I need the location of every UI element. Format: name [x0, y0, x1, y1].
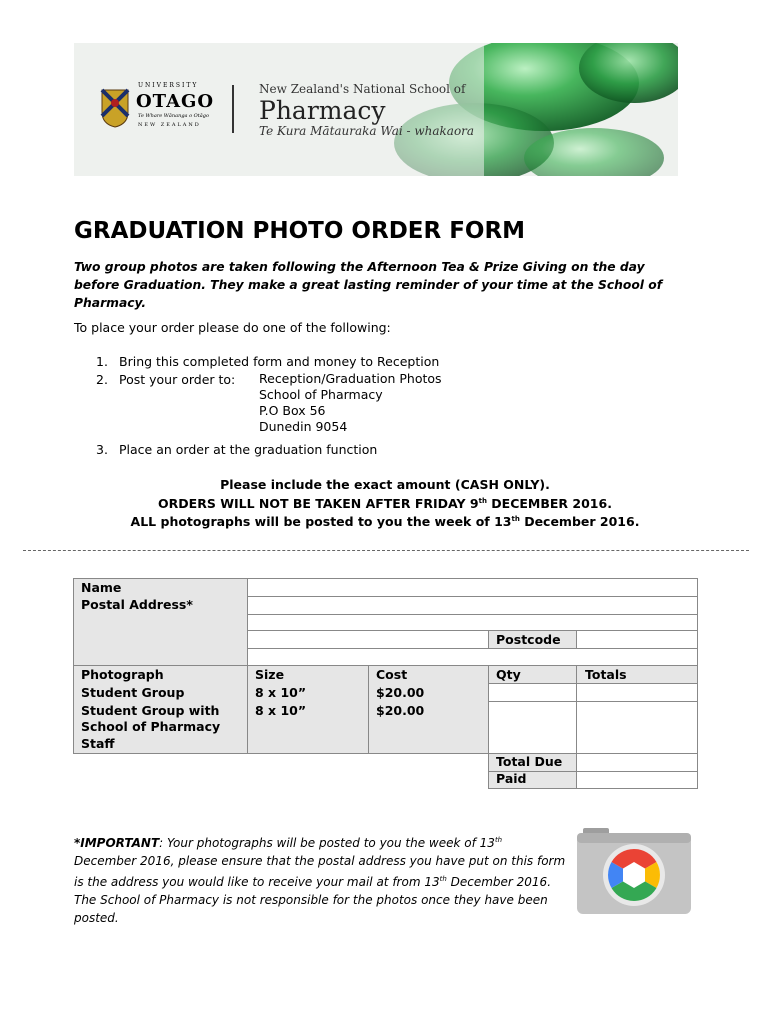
postcode-label: Postcode: [496, 632, 561, 647]
paid-label: Paid: [496, 771, 527, 786]
address-line: School of Pharmacy: [259, 387, 383, 402]
name-label: Name: [81, 580, 122, 595]
school-name: Pharmacy: [259, 96, 386, 125]
address-line: Dunedin 9054: [259, 419, 348, 434]
paid-field[interactable]: [576, 771, 698, 789]
posting-text-end: December 2016.: [519, 514, 640, 529]
total-due-field[interactable]: [576, 753, 698, 772]
cut-line: [23, 550, 749, 551]
camera-app-icon[interactable]: [577, 828, 691, 914]
totals-header: Totals: [585, 667, 627, 682]
important-text-2: December 2016, please ensure that the postal address you have put on this form is the address you would like to receive your mail at from 13: [74, 854, 566, 889]
intro-text: Two group photos are taken following the Afternoon Tea & Prize Giving on the day before Graduation. They make a great lasting reminder of your time at the School of Pharmacy.: [74, 260, 663, 310]
postal-address-block: [259, 371, 442, 435]
school-maori-name: Te Kura Mātauraka Wai - whakaora: [259, 124, 475, 138]
posting-sup: th: [511, 514, 520, 523]
posting-text: ALL photographs will be posted to you the week of 13: [130, 514, 512, 529]
deadline-sup: th: [478, 496, 487, 505]
postal-address-label: Postal Address*: [81, 597, 193, 612]
postcode-field[interactable]: [576, 630, 698, 649]
important-label: *IMPORTANT: [74, 836, 160, 850]
photograph-header: Photograph: [81, 667, 164, 682]
university-motto: Te Whare Wānanga o Otāgo: [138, 113, 209, 119]
step-3: [96, 441, 378, 458]
step-text: Post your order to:: [119, 372, 236, 387]
step-2: [96, 371, 236, 388]
row-2-photograph-line-2: School of Pharmacy: [81, 719, 221, 734]
size-header: Size: [255, 667, 285, 682]
name-field[interactable]: [247, 578, 698, 597]
address-field-line-4[interactable]: [247, 648, 698, 666]
step-text: Bring this completed form and money to Reception: [119, 354, 440, 369]
row-2-size: 8 x 10”: [255, 703, 307, 718]
important-text-3: December 2016. The School of Pharmacy is not responsible for the photos once they have been posted.: [74, 875, 552, 925]
qty-header: Qty: [496, 667, 521, 682]
important-note: [74, 831, 568, 927]
university-top-label: UNIVERSITY: [138, 82, 199, 89]
step-number: 2.: [96, 372, 108, 387]
important-sup-2: th: [439, 875, 447, 883]
row-1-qty-field[interactable]: [488, 683, 577, 702]
address-field-line-2[interactable]: [247, 614, 698, 631]
cost-header: Cost: [376, 667, 408, 682]
order-instructions-intro: To place your order please do one of the following:: [74, 320, 391, 335]
step-1: [96, 353, 440, 370]
university-name: OTAGO: [136, 91, 215, 112]
step-number: 1.: [96, 354, 108, 369]
row-2-photograph-line-3: Staff: [81, 736, 115, 751]
step-text: Place an order at the graduation function: [119, 442, 378, 457]
page-title: GRADUATION PHOTO ORDER FORM: [74, 218, 526, 244]
row-2-qty-field[interactable]: [488, 701, 577, 754]
university-crest-icon: [100, 88, 130, 128]
logo-divider: [232, 85, 234, 133]
row-1-size: 8 x 10”: [255, 685, 307, 700]
important-text: : Your photographs will be posted to you the week of 13: [159, 836, 495, 850]
deadline-text: ORDERS WILL NOT BE TAKEN AFTER FRIDAY 9: [158, 496, 479, 511]
deadline-notice: [0, 496, 770, 511]
address-line: Reception/Graduation Photos: [259, 371, 442, 386]
row-1-cost: $20.00: [376, 685, 425, 700]
school-subtitle: New Zealand's National School of: [259, 82, 466, 96]
university-country: NEW ZEALAND: [138, 122, 201, 128]
row-2-cost: $20.00: [376, 703, 425, 718]
address-line: P.O Box 56: [259, 403, 326, 418]
address-field-line-1[interactable]: [247, 596, 698, 615]
row-2-total-field[interactable]: [576, 701, 698, 754]
step-number: 3.: [96, 442, 108, 457]
deadline-text-end: DECEMBER 2016.: [486, 496, 612, 511]
total-due-label: Total Due: [496, 754, 563, 769]
important-sup-1: th: [494, 836, 503, 844]
cash-only-notice: Please include the exact amount (CASH ONLY).: [220, 477, 550, 492]
row-1-total-field[interactable]: [576, 683, 698, 702]
row-2-photograph-line-1: Student Group with: [81, 703, 220, 718]
row-1-photograph: Student Group: [81, 685, 185, 700]
address-field-line-3[interactable]: [247, 630, 489, 649]
posting-notice: [0, 514, 770, 529]
